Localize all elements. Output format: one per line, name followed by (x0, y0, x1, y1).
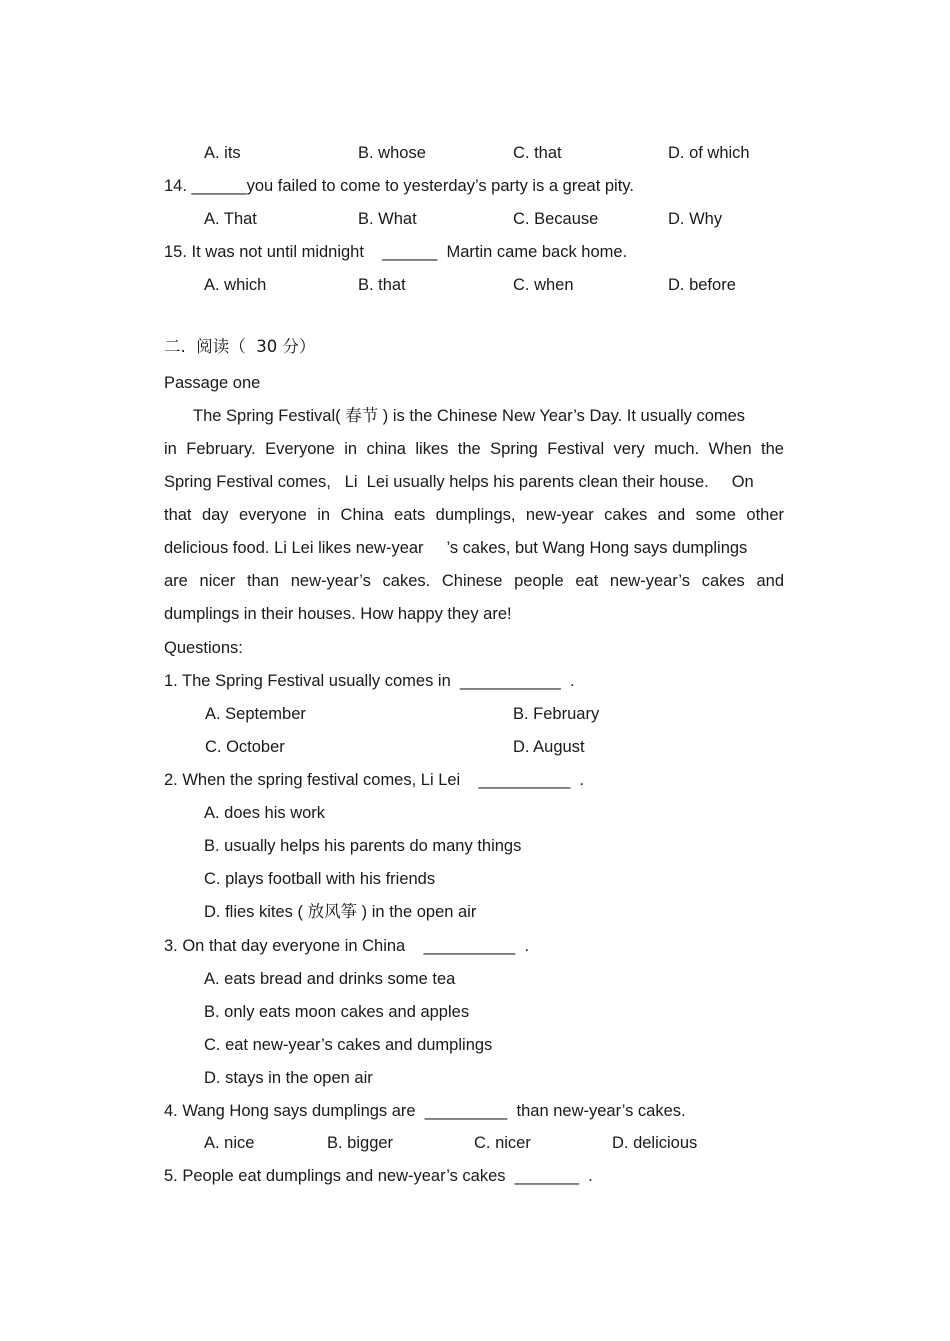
q15-stem: 15. It was not until midnight ______ Martin came back home. (164, 243, 628, 261)
reading-q2-option-c: C. plays football with his friends (204, 870, 436, 888)
reading-q5-stem: 5. People eat dumplings and new-year’s cakes _______ . (164, 1167, 593, 1185)
questions-label: Questions: (164, 639, 243, 657)
q13-option-a: A. its (204, 144, 241, 162)
reading-q2-option-b: B. usually helps his parents do many things (204, 837, 522, 855)
q15-option-c: C. when (513, 276, 574, 294)
reading-q4-option-a: A. nice (204, 1134, 255, 1152)
q14-stem: 14. ______you failed to come to yesterday’s party is a great pity. (164, 177, 634, 195)
reading-q3-option-a: A. eats bread and drinks some tea (204, 970, 456, 988)
section-heading: 二. 阅读（ 30 分） (164, 337, 316, 356)
q13-option-c: C. that (513, 144, 562, 162)
passage-title: Passage one (164, 374, 261, 392)
reading-q4-option-b: B. bigger (327, 1134, 394, 1152)
q14-option-d: D. Why (668, 210, 723, 228)
reading-q1-option-b: B. February (513, 705, 600, 723)
q13-option-d: D. of which (668, 144, 750, 162)
reading-q2-option-a: A. does his work (204, 804, 326, 822)
reading-q3-option-b: B. only eats moon cakes and apples (204, 1003, 470, 1021)
q15-option-a: A. which (204, 276, 267, 294)
reading-q3-stem: 3. On that day everyone in China __________ . (164, 937, 530, 955)
passage-line-3: Spring Festival comes, Li Lei usually helps his parents clean their house. On (164, 473, 754, 491)
reading-q1-option-a: A. September (205, 705, 306, 723)
reading-q1-option-d: D. August (513, 738, 585, 756)
passage-line-4: that day everyone in China eats dumplings, new-year cakes and some other (164, 506, 784, 524)
passage-line-7: dumplings in their houses. How happy they are! (164, 605, 512, 623)
passage-line-5: delicious food. Li Lei likes new-year ’s cakes, but Wang Hong says dumplings (164, 539, 748, 557)
reading-q3-option-d: D. stays in the open air (204, 1069, 373, 1087)
reading-q1-option-c: C. October (205, 738, 285, 756)
reading-q4-stem: 4. Wang Hong says dumplings are _________ than new-year’s cakes. (164, 1102, 686, 1120)
passage-line-6: are nicer than new-year’s cakes. Chinese people eat new-year’s cakes and (164, 572, 784, 590)
reading-q1-stem: 1. The Spring Festival usually comes in ___________ . (164, 672, 575, 690)
q15-option-b: B. that (358, 276, 406, 294)
q15-option-d: D. before (668, 276, 736, 294)
passage-line-1: The Spring Festival( 春节 ) is the Chinese New Year’s Day. It usually comes (193, 407, 746, 425)
reading-q4-option-c: C. nicer (474, 1134, 531, 1152)
reading-q2-option-d: D. flies kites ( 放风筝 ) in the open air (204, 903, 477, 921)
reading-q4-option-d: D. delicious (612, 1134, 698, 1152)
q13-option-b: B. whose (358, 144, 426, 162)
q14-option-b: B. What (358, 210, 417, 228)
q14-option-a: A. That (204, 210, 257, 228)
passage-line-2: in February. Everyone in china likes the Spring Festival very much. When the (164, 440, 784, 458)
reading-q3-option-c: C. eat new-year’s cakes and dumplings (204, 1036, 493, 1054)
reading-q2-stem: 2. When the spring festival comes, Li Lei __________ . (164, 771, 585, 789)
q14-option-c: C. Because (513, 210, 599, 228)
